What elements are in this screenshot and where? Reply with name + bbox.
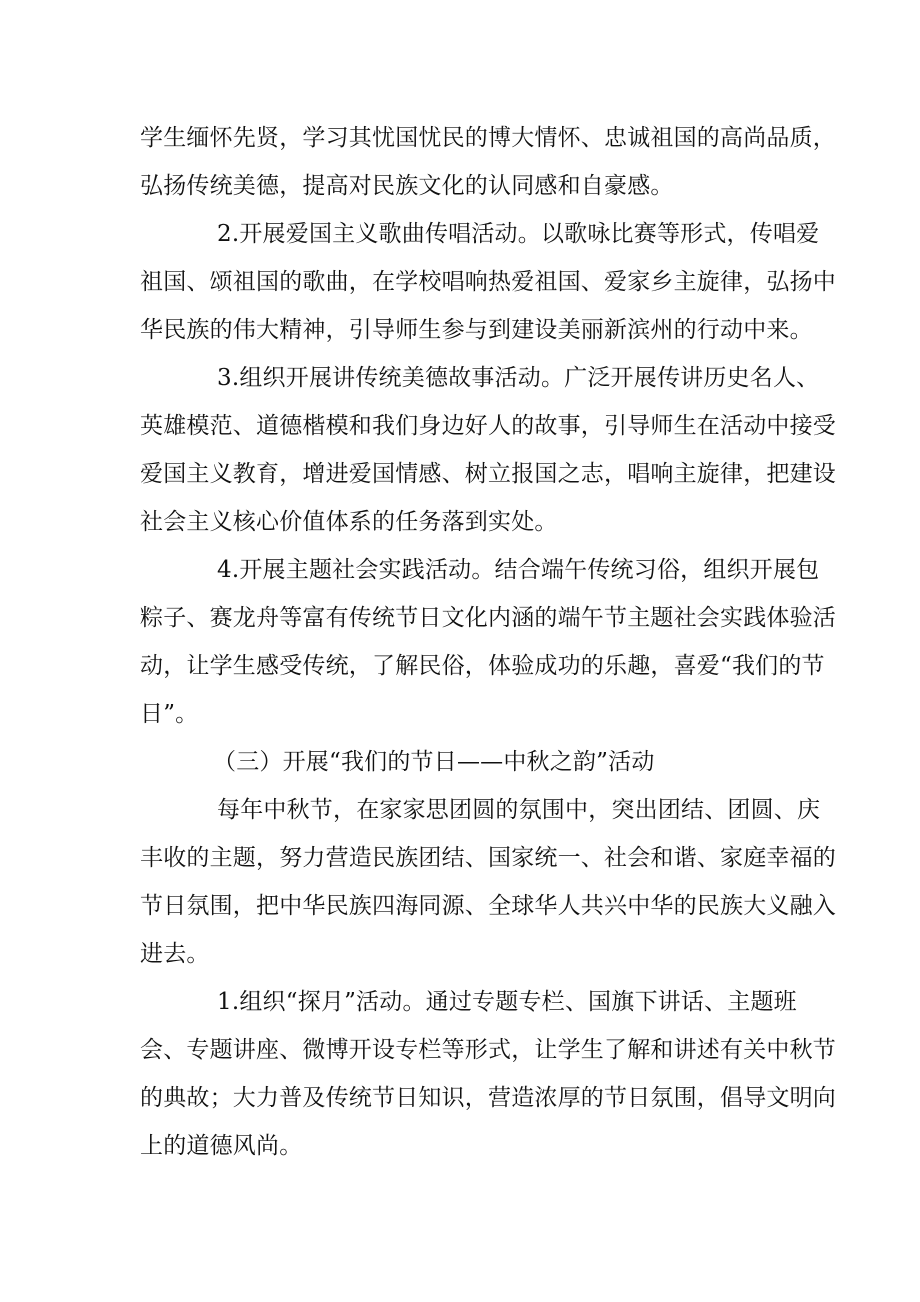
text-line: 爱国主义教育，增进爱国情感、树立报国之志，唱响主旋律，把建设 xyxy=(140,461,836,487)
text-line: 英雄模范、道德楷模和我们身边好人的故事，引导师生在活动中接受 xyxy=(140,413,836,439)
text-line: 2.开展爱国主义歌曲传唱活动。以歌咏比赛等形式，传唱爱 xyxy=(217,221,820,247)
text-line: 3.组织开展讲传统美德故事活动。广泛开展传讲历史名人、 xyxy=(217,365,820,391)
text-line: 日”。 xyxy=(140,701,199,727)
text-line: 粽子、赛龙舟等富有传统节日文化内涵的端午节主题社会实践体验活 xyxy=(140,605,836,631)
text-line: 华民族的伟大精神，引导师生参与到建设美丽新滨州的行动中来。 xyxy=(140,317,813,343)
text-line: 4.开展主题社会实践活动。结合端午传统习俗，组织开展包 xyxy=(217,557,820,583)
text-line: 丰收的主题，努力营造民族团结、国家统一、社会和谐、家庭幸福的 xyxy=(140,845,836,871)
text-line: 的典故；大力普及传统节日知识，营造浓厚的节日氛围，倡导文明向 xyxy=(140,1085,836,1111)
text-line: 上的道德风尚。 xyxy=(140,1133,303,1159)
text-line: 弘扬传统美德，提高对民族文化的认同感和自豪感。 xyxy=(140,173,674,199)
text-line: 进去。 xyxy=(140,941,210,967)
text-line: 节日氛围，把中华民族四海同源、全球华人共兴中华的民族大义融入 xyxy=(140,893,836,919)
text-line: 祖国、颂祖国的歌曲，在学校唱响热爱祖国、爱家乡主旋律，弘扬中 xyxy=(140,269,836,295)
text-line: 每年中秋节，在家家思团圆的氛围中，突出团结、团圆、庆 xyxy=(217,797,821,823)
text-line: 动，让学生感受传统，了解民俗，体验成功的乐趣，喜爱“我们的节 xyxy=(140,653,825,679)
text-line: 学生缅怀先贤，学习其忧国忧民的博大情怀、忠诚祖国的高尚品质， xyxy=(140,125,836,151)
text-line: 会、专题讲座、微博开设专栏等形式，让学生了解和讲述有关中秋节 xyxy=(140,1037,836,1063)
text-line: 社会主义核心价值体系的任务落到实处。 xyxy=(140,509,558,535)
section-heading: （三）开展“我们的节日——中秋之韵”活动 xyxy=(213,749,655,775)
text-line: 1.组织“探月”活动。通过专题专栏、国旗下讲话、主题班 xyxy=(217,989,797,1015)
